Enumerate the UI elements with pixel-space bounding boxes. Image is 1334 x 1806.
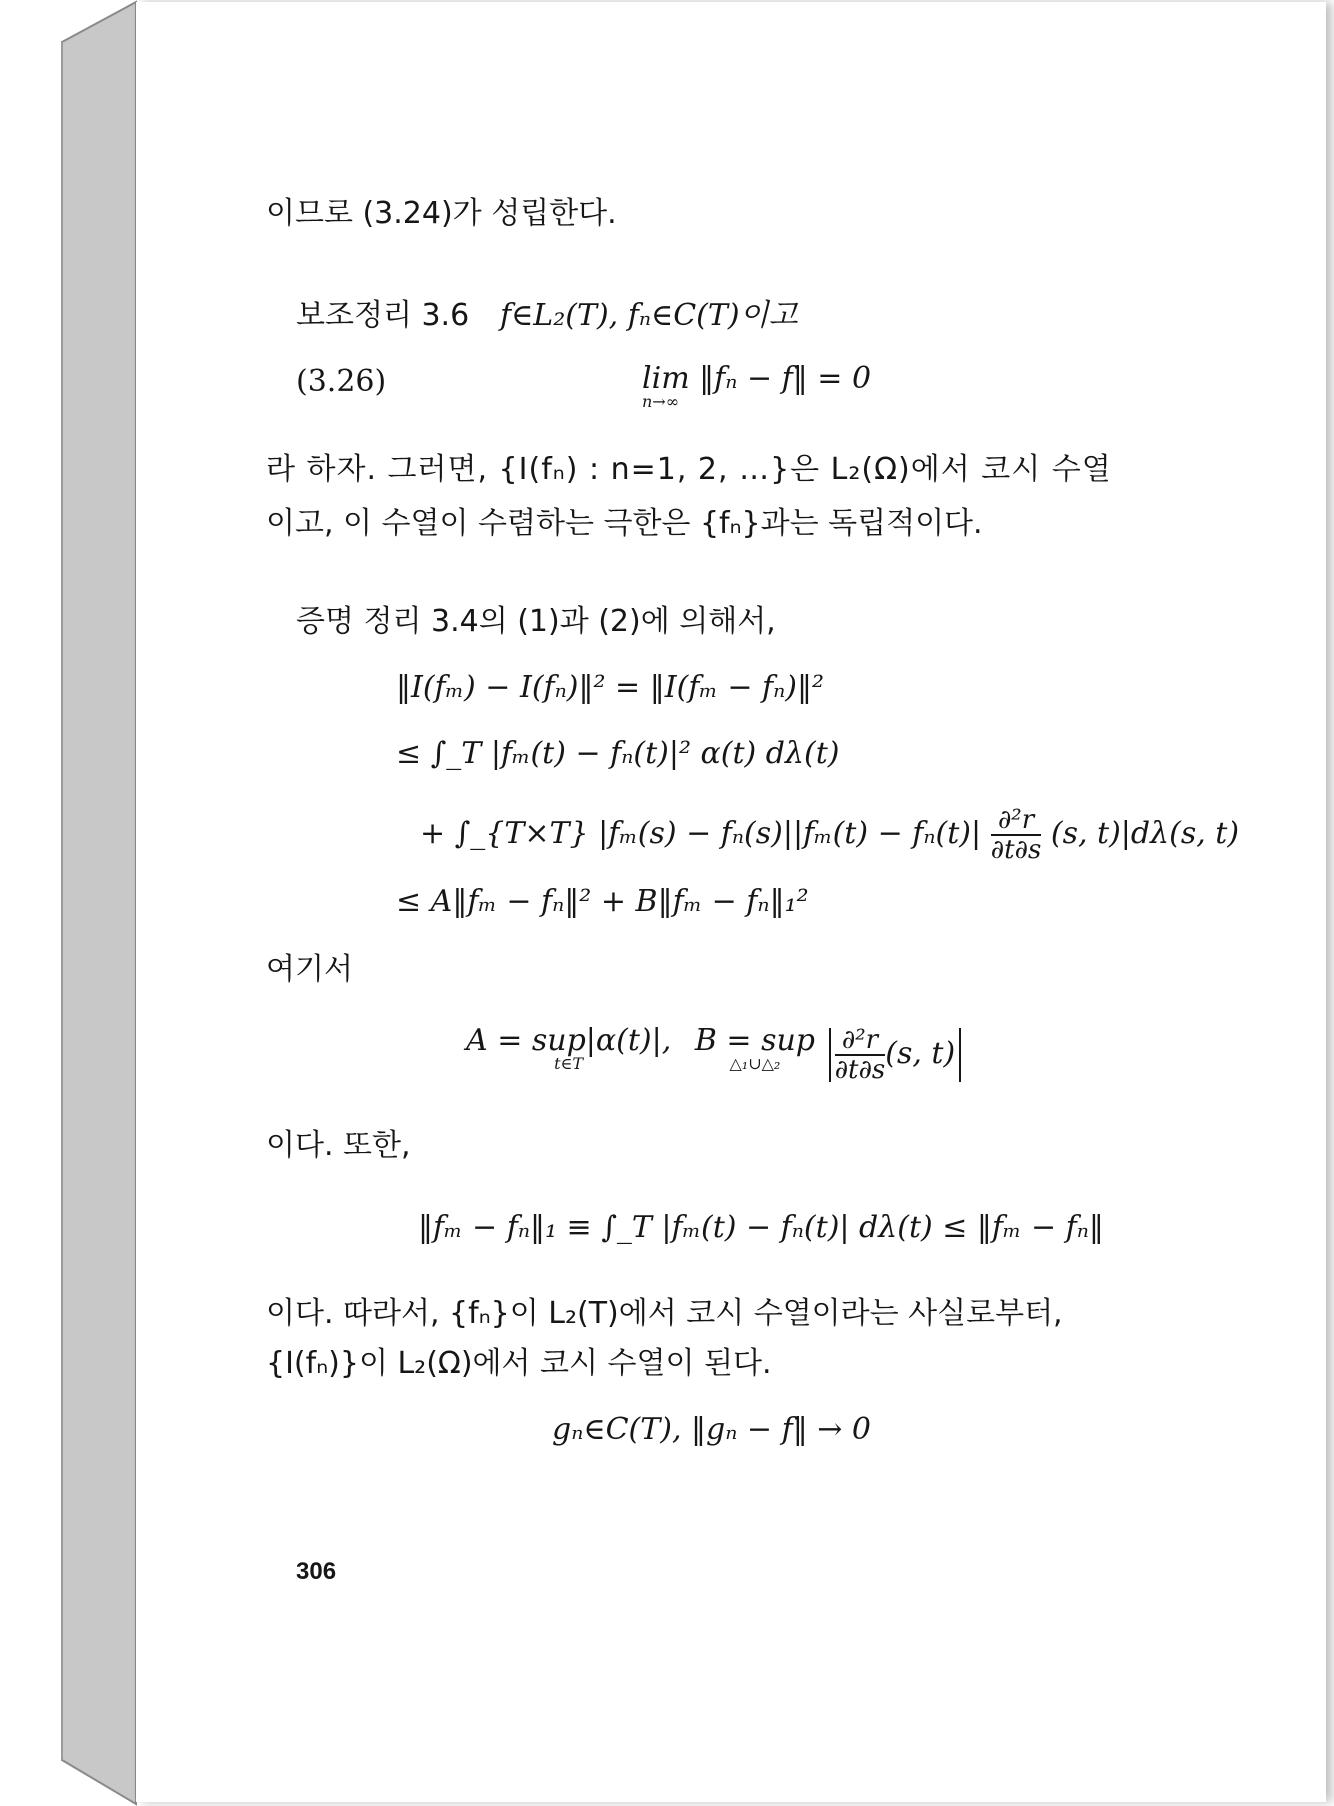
proof-eq-4: ≤ A‖fₘ − fₙ‖² + B‖fₘ − fₙ‖₁² xyxy=(396,884,809,919)
text-line-5: 이다. 따라서, {fₙ}이 L₂(T)에서 코시 수열이라는 사실로부터, xyxy=(266,1296,1063,1331)
final-equation: gₙ∈C(T), ‖gₙ − f‖ → 0 xyxy=(552,1412,871,1447)
limit-subscript: n→∞ xyxy=(642,392,680,411)
proof-eq-3-right: (s, t)|dλ(s, t) xyxy=(1050,816,1240,851)
text-line-4: 이다. 또한, xyxy=(266,1128,411,1163)
definition-b-numerator: ∂²r xyxy=(835,1026,886,1056)
definition-a-b xyxy=(466,1023,965,1085)
definition-b-denominator: ∂t∂s xyxy=(834,1055,886,1085)
definition-a: A = sup|α(t)|, xyxy=(466,1023,672,1058)
text-yeogiseo: 여기서 xyxy=(266,952,353,987)
proof-eq-1: ‖I(fₘ) − I(fₙ)‖² = ‖I(fₘ − fₙ)‖² xyxy=(396,670,824,705)
lemma-condition: f∈L₂(T), fₙ∈C(T)이고 xyxy=(500,298,798,333)
abs-bar-right xyxy=(959,1028,961,1082)
text-line-3: 이고, 이 수열이 수렴하는 극한은 {fₙ}과는 독립적이다. xyxy=(266,506,983,541)
partial-denominator: ∂t∂s xyxy=(990,835,1042,865)
page-number: 306 xyxy=(296,1558,337,1585)
text-line-2: 라 하자. 그러면, {I(fₙ) : n=1, 2, …}은 L₂(Ω)에서 코시 수열 xyxy=(266,452,1112,487)
proof-eq-3-left: + ∫_{T×T} |fₘ(s) − fₙ(s)||fₘ(t) − fₙ(t)| xyxy=(420,816,982,851)
text-line-6: {I(fₙ)}이 L₂(Ω)에서 코시 수열이 된다. xyxy=(266,1346,772,1381)
proof-eq-3 xyxy=(420,806,1239,864)
limit-expression: lim ‖fₙ − f‖ = 0 xyxy=(642,361,872,396)
norm-one-equation: ‖fₘ − fₙ‖₁ ≡ ∫_T |fₘ(t) − fₙ(t)| dλ(t) ≤ ‖fₘ − fₙ‖ xyxy=(418,1210,1104,1245)
text-line-1: 이므로 (3.24)가 성립한다. xyxy=(266,196,617,231)
partial-numerator: ∂²r xyxy=(991,806,1042,836)
definition-b: B = sup xyxy=(694,1023,816,1058)
abs-bar-left xyxy=(829,1028,831,1082)
definition-b-subscript: △₁∪△₂ xyxy=(729,1054,781,1073)
equation-number: (3.26) xyxy=(296,364,387,399)
definition-b-tail: (s, t) xyxy=(885,1036,956,1071)
proof-heading: 증명 정리 3.4의 (1)과 (2)에 의해서, xyxy=(296,604,776,639)
equation-3-26 xyxy=(642,361,872,411)
lemma-label: 보조정리 3.6 xyxy=(296,298,470,333)
proof-eq-2: ≤ ∫_T |fₘ(t) − fₙ(t)|² α(t) dλ(t) xyxy=(396,736,840,771)
definition-a-subscript: t∈T xyxy=(554,1054,584,1073)
